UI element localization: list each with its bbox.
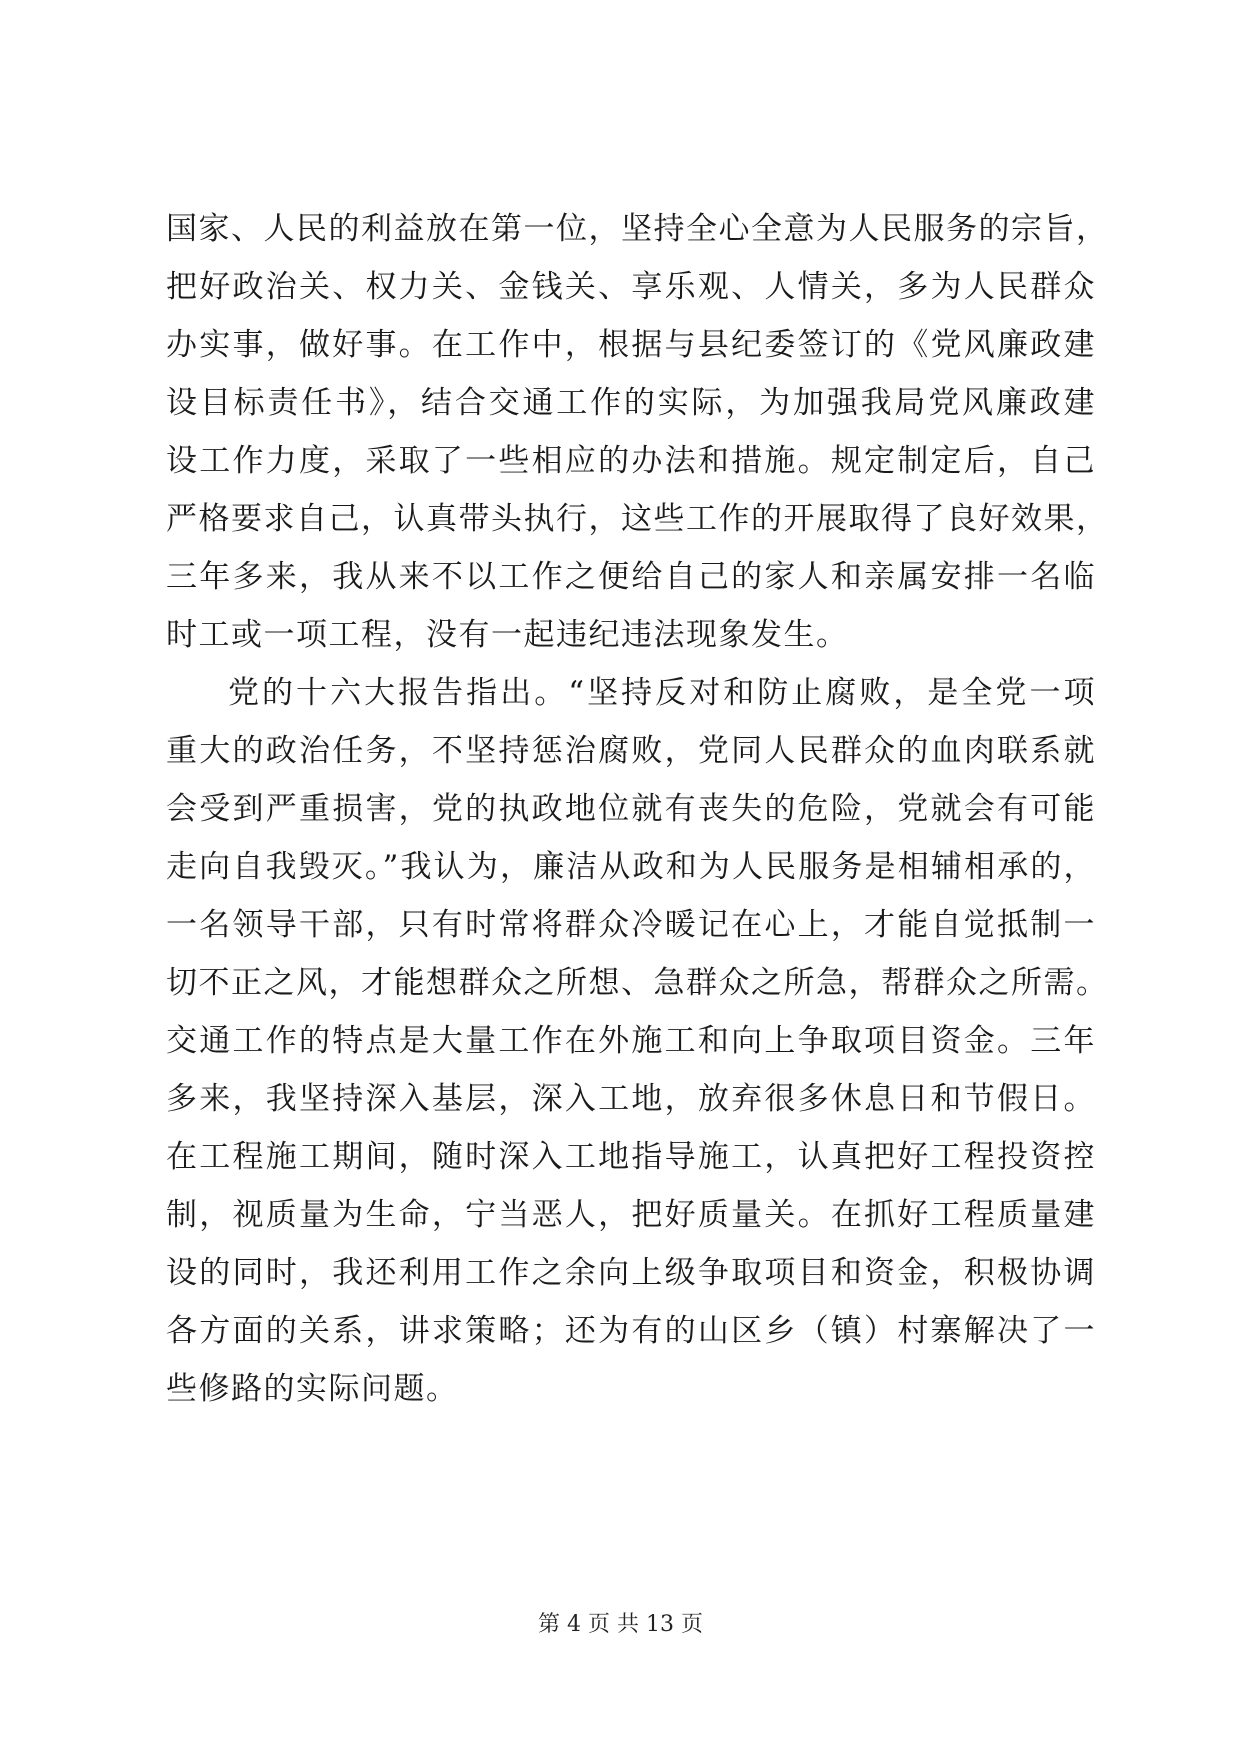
text-line: 办实事，做好事。在工作中，根据与县纪委签订的《党风廉政建 <box>166 327 1096 363</box>
text-line: 各方面的关系，讲求策略；还为有的山区乡（镇）村寨解决了一 <box>166 1313 1096 1349</box>
text-line: 多来，我坚持深入基层，深入工地，放弃很多休息日和节假日。 <box>166 1081 1096 1117</box>
text-line: 设的同时，我还利用工作之余向上级争取项目和资金，积极协调 <box>166 1255 1096 1291</box>
text-line: 一名领导干部，只有时常将群众冷暖记在心上，才能自觉抵制一 <box>166 907 1096 943</box>
text-line: 把好政治关、权力关、金钱关、享乐观、人情关，多为人民群众 <box>166 269 1096 305</box>
text-line: 些修路的实际问题。 <box>166 1371 459 1407</box>
text-line: 设目标责任书》，结合交通工作的实际，为加强我局党风廉政建 <box>166 385 1096 421</box>
text-line: 国家、人民的利益放在第一位，坚持全心全意为人民服务的宗旨， <box>166 211 1109 247</box>
text-line: 制，视质量为生命，宁当恶人，把好质量关。在抓好工程质量建 <box>166 1197 1096 1233</box>
text-line: 时工或一项工程，没有一起违纪违法现象发生。 <box>166 617 849 653</box>
text-line: 走向自我毁灭。”我认为，廉洁从政和为人民服务是相辅相承的， <box>166 849 1096 885</box>
text-line: 切不正之风，才能想群众之所想、急群众之所急，帮群众之所需。 <box>166 965 1109 1001</box>
document-body <box>166 200 1109 1418</box>
text-line: 三年多来，我从来不以工作之便给自己的家人和亲属安排一名临 <box>166 559 1096 595</box>
text-line: 重大的政治任务，不坚持惩治腐败，党同人民群众的血肉联系就 <box>166 733 1096 769</box>
text-line: 设工作力度，采取了一些相应的办法和措施。规定制定后，自己 <box>166 443 1096 479</box>
page-number-footer: 第 4 页 共 13 页 <box>538 1612 703 1637</box>
text-line: 严格要求自己，认真带头执行，这些工作的开展取得了良好效果， <box>166 501 1109 537</box>
text-line: 在工程施工期间，随时深入工地指导施工，认真把好工程投资控 <box>166 1139 1096 1175</box>
paragraph-first-line: 党的十六大报告指出。“坚持反对和防止腐败，是全党一项 <box>228 675 1096 711</box>
text-line: 交通工作的特点是大量工作在外施工和向上争取项目资金。三年 <box>166 1023 1096 1059</box>
text-line: 会受到严重损害，党的执政地位就有丧失的危险，党就会有可能 <box>166 791 1096 827</box>
